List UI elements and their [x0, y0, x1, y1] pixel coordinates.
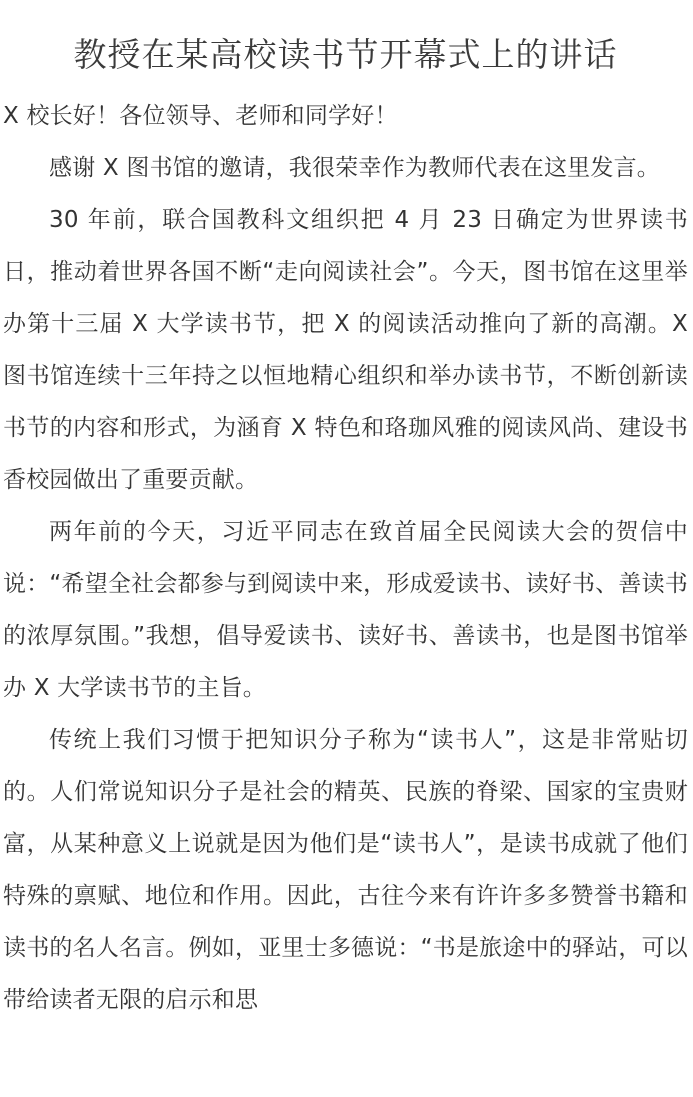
body-paragraph-scholars: 传统上我们习惯于把知识分子称为“读书人”，这是非常贴切的。人们常说知识分子是社会的精英、民族的脊梁、国家的宝贵财富，从某种意义上说就是因为他们是“读书人”，是读书成就了他们特殊的禀赋、地位和作用。因此，古往今来有许许多多赞誉书籍和读书的名人名言。例如，亚里士多德说：“书是旅途中的驿站，可以带给读者无限的启示和思: [3, 727, 688, 1013]
greeting-paragraph: X 校长好！各位领导、老师和同学好！: [3, 103, 398, 129]
page-title: 教授在某高校读书节开幕式上的讲话: [73, 35, 618, 74]
body-paragraph-congratulatory-letter: 两年前的今天，习近平同志在致首届全民阅读大会的贺信中说：“希望全社会都参与到阅读中来，形成爱读书、读好书、善读书的浓厚氛围。”我想，倡导爱读书、读好书、善读书，也是图书馆举办 X 大学读书节的主旨。: [3, 519, 688, 701]
body-paragraph-reading-day: 30 年前，联合国教科文组织把 4 月 23 日确定为世界读书日，推动着世界各国不断“走向阅读社会”。今天，图书馆在这里举办第十三届 X 大学读书节，把 X 的阅读活动推向了新的高潮。X 图书馆连续十三年持之以恒地精心组织和举办读书节，不断创新读书节的内容和形式，为涵育 X 特色和珞珈风雅的阅读风尚、建设书香校园做出了重要贡献。: [3, 207, 688, 493]
body-paragraph-thanks: 感谢 X 图书馆的邀请，我很荣幸作为教师代表在这里发言。: [49, 155, 660, 181]
